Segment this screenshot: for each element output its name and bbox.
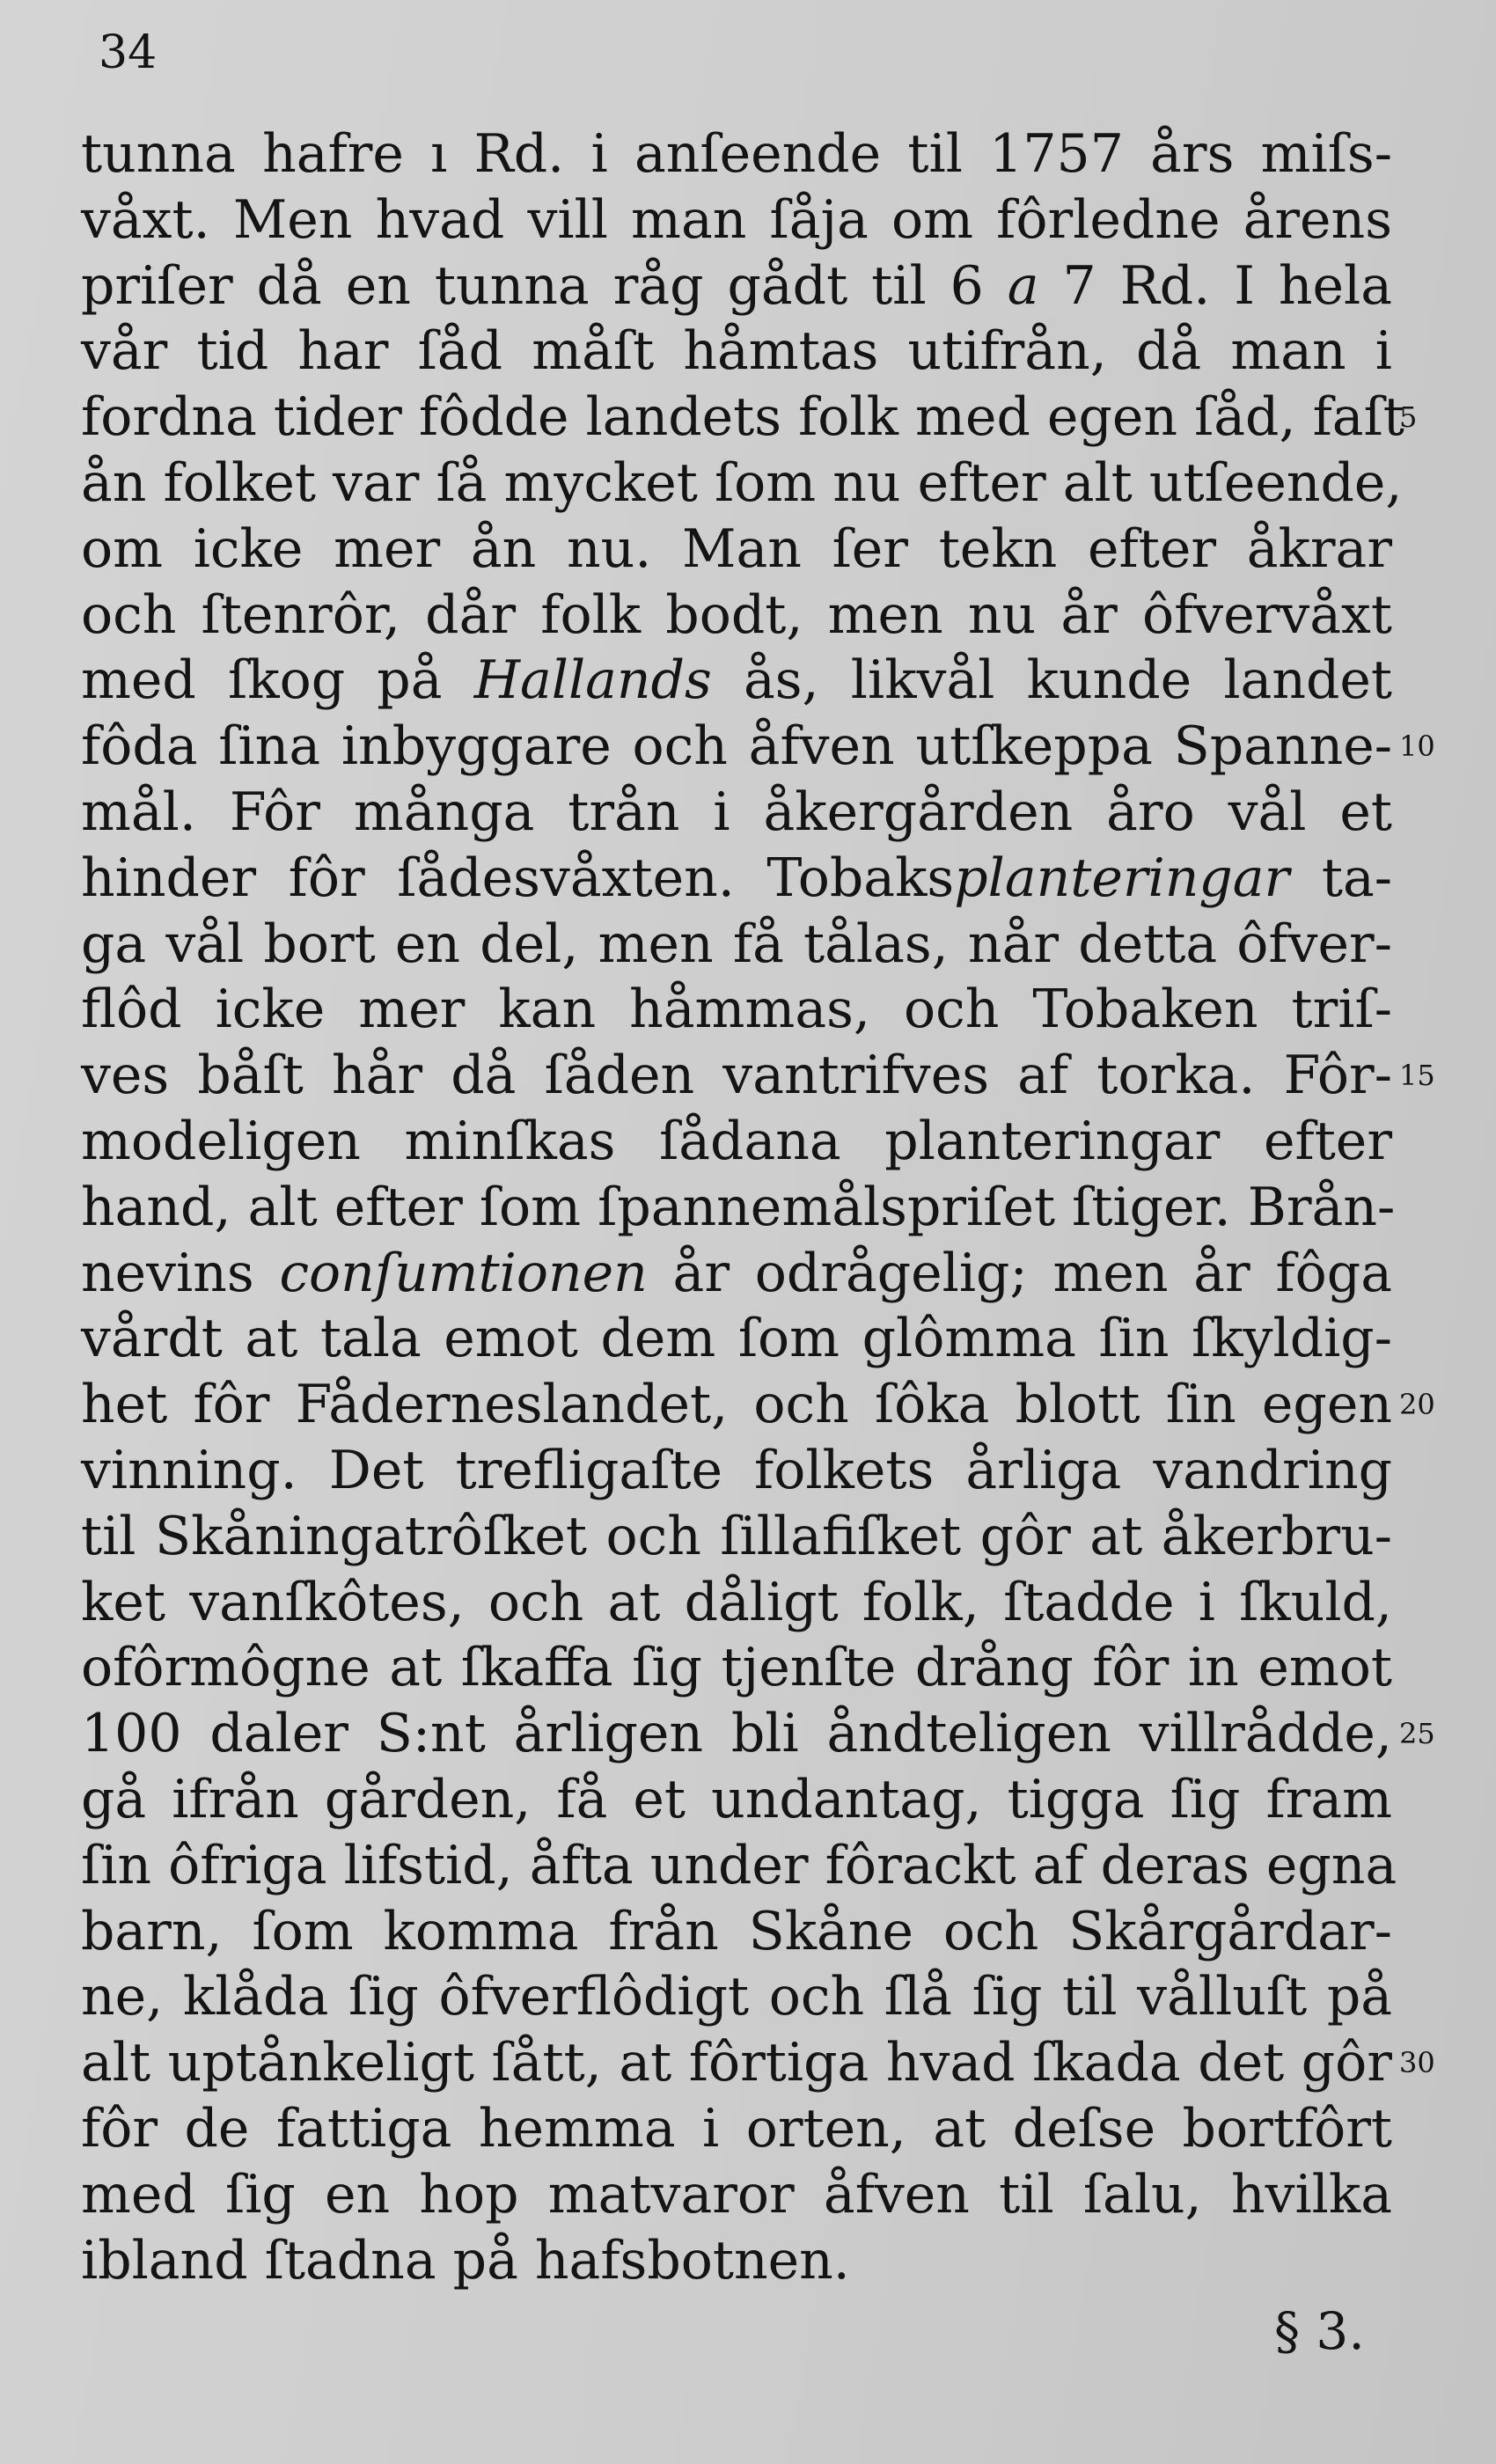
text-line — [81, 2162, 1392, 2228]
text-segment: våxt. Men hvad vill man ſåja om fôrledne årens — [81, 188, 1392, 251]
text-line — [81, 1899, 1392, 1965]
text-line — [81, 253, 1392, 319]
text-segment: priſer då en tunna råg gådt til 6 — [81, 254, 1008, 317]
text-line — [81, 1175, 1396, 1241]
text-line — [81, 319, 1392, 385]
text-segment: tunna hafre ı Rd. i anſeende til 1757 års miſs- — [81, 123, 1392, 185]
text-line — [81, 1438, 1392, 1504]
text-line — [81, 648, 1392, 714]
text-line — [81, 517, 1392, 583]
text-line — [81, 451, 1403, 517]
text-segment: vinning. Det trefligaſte folkets årliga vandring — [81, 1439, 1392, 1501]
section-marker: § 3. — [1274, 2301, 1365, 2361]
text-segment: ofôrmôgne at ſkaffa ſig tjenſte drång fôr in emot — [81, 1637, 1392, 1699]
text-line — [81, 187, 1392, 253]
text-segment: flôd icke mer kan håmmas, och Tobaken triſ- — [81, 979, 1392, 1041]
text-line — [81, 1701, 1435, 1767]
text-segment: het fôr Fåderneslandet, och ſôka blott ſin egen — [81, 1374, 1392, 1436]
text-segment: ibland ſtadna på hafsbotnen. — [81, 2229, 850, 2292]
text-segment: ån folket var ſå mycket ſom nu efter alt utſeende, — [81, 451, 1403, 514]
text-line — [81, 1372, 1435, 1438]
margin-line-number: 15 — [1399, 1059, 1435, 1093]
text-line — [81, 1964, 1392, 2030]
text-segment: ga vål bort en del, men få tålas, når detta ôfver- — [81, 913, 1392, 975]
margin-line-number: 10 — [1399, 730, 1435, 764]
italic-text-segment: Hallands — [473, 649, 712, 712]
text-segment: alt uptånkeligt ſått, at fôrtiga hvad ſkada det gôr — [81, 2032, 1392, 2094]
text-line — [81, 714, 1435, 780]
italic-text-segment: planteringar — [954, 847, 1290, 909]
text-segment: ves båſt hår då ſåden vantrifves af torka. Fôr- — [81, 1045, 1392, 1107]
text-line — [81, 385, 1418, 451]
text-segment: ſin ôfriga lifstid, åfta under fôrackt af deras egna — [81, 1834, 1397, 1896]
text-segment: nevins — [81, 1242, 280, 1304]
text-segment: ne, klåda ſig ôfverflôdigt och ſlå ſig til vålluſt på — [81, 1966, 1392, 2028]
text-segment: fôda ſina inbyggare och åfven utſkeppa Spanne- — [81, 715, 1392, 778]
text-line — [81, 846, 1392, 912]
text-segment: vårdt at tala emot dem ſom glômma ſin ſkyldig- — [81, 1308, 1392, 1370]
text-segment: modeligen minſkas ſådana planteringar efter — [81, 1110, 1392, 1172]
text-line — [81, 1570, 1392, 1636]
text-segment: til Skåningatrôſket och ſillafiſket gôr at åkerbru- — [81, 1505, 1392, 1567]
text-line — [81, 1109, 1392, 1175]
text-line — [81, 1043, 1435, 1109]
text-segment: ta- — [1289, 847, 1393, 909]
text-segment: 100 daler S:nt årligen bli åndteligen villrådde, — [81, 1703, 1392, 1765]
text-segment: år odrågelig; men år fôga — [647, 1242, 1392, 1304]
text-line — [81, 1635, 1392, 1701]
page-number: 34 — [99, 26, 158, 79]
text-segment: barn, ſom komma från Skåne och Skårgårdar- — [81, 1900, 1392, 1962]
text-segment: hand, alt efter ſom ſpannemålspriſet ſtiger. Brån- — [81, 1176, 1396, 1238]
text-segment: om icke mer ån nu. Man ſer tekn efter åkrar — [81, 517, 1392, 580]
text-line — [81, 1767, 1392, 1833]
text-segment: hinder fôr ſådesvåxten. Tobaks — [81, 847, 955, 909]
margin-line-number: 25 — [1399, 1717, 1435, 1751]
text-line — [81, 583, 1392, 649]
text-segment: mål. Fôr många trån i åkergården åro vål et — [81, 781, 1392, 843]
margin-line-number: 5 — [1399, 400, 1418, 435]
text-line — [81, 912, 1392, 978]
text-line — [81, 1241, 1392, 1307]
text-line — [81, 1306, 1392, 1372]
body-text — [81, 121, 1435, 2293]
text-segment: vår tid har ſåd måſt håmtas utifrån, då man i — [81, 320, 1392, 383]
italic-text-segment: conſumtionen — [279, 1242, 648, 1304]
text-line — [81, 2228, 1392, 2294]
text-line — [81, 977, 1392, 1043]
text-line — [81, 121, 1392, 187]
text-segment: fôr de fattiga hemma i orten, at deſse bortfôrt — [81, 2097, 1392, 2160]
italic-text-segment: a — [1007, 254, 1039, 317]
text-line — [81, 1833, 1397, 1899]
margin-line-number: 30 — [1399, 2046, 1435, 2080]
text-segment: fordna tider fôdde landets folk med egen ſåd, faſt — [81, 386, 1404, 449]
text-segment: med ſig en hop matvaror åfven til ſalu, hvilka — [81, 2163, 1392, 2226]
text-segment: gå ifrån gården, få et undantag, tigga ſig fram — [81, 1768, 1392, 1830]
text-segment: 7 Rd. I hela — [1038, 254, 1392, 317]
margin-line-number: 20 — [1399, 1388, 1435, 1422]
text-line — [81, 1504, 1392, 1570]
text-segment: ås, likvål kunde landet — [711, 649, 1392, 712]
text-segment: och ſtenrôr, dår folk bodt, men nu år ôfvervåxt — [81, 583, 1392, 646]
text-line — [81, 2030, 1435, 2096]
text-segment: med ſkog på — [81, 649, 474, 712]
text-line — [81, 780, 1392, 846]
text-line — [81, 2096, 1392, 2162]
text-segment: ket vanſkôtes, och at dåligt folk, ſtadde i ſkuld, — [81, 1571, 1392, 1633]
